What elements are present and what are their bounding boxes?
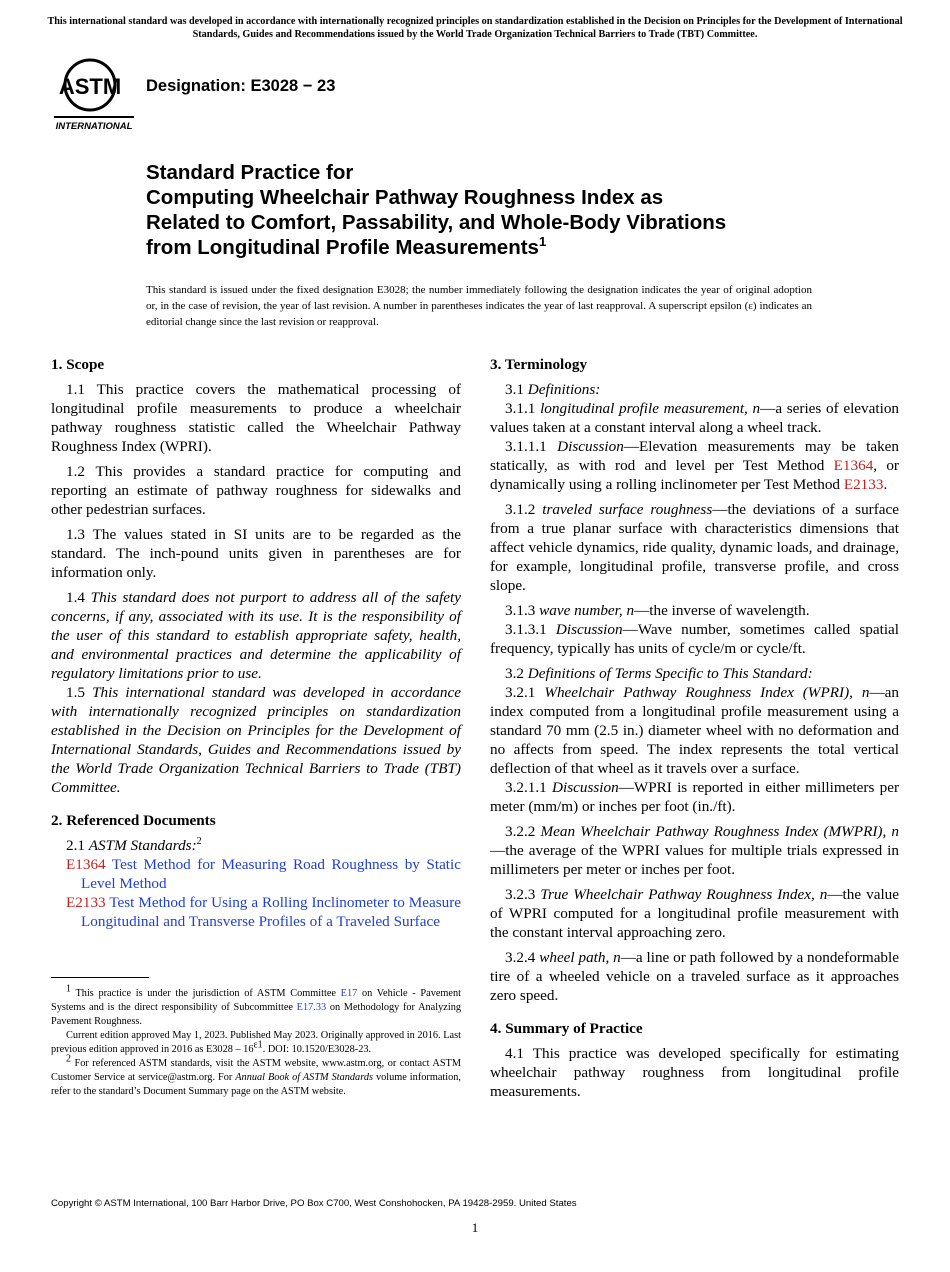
scope-1-4: 1.4 This standard does not purport to address all of the safety concerns, if any, associated with its use. It is the responsibility of the user of this standard to establish appropriate safety, health, and environmental practices and determine the applicability of regulatory limitations prior to use. xyxy=(51,589,462,682)
left-column xyxy=(51,355,461,931)
document-title xyxy=(146,160,866,260)
link-e17-33[interactable]: E17.33 xyxy=(296,1002,327,1013)
term-3-1-3-1: 3.1.3.1 Discussion—Wave number, sometimes called spatial frequency, typically has units of cycle/m or cycle/ft. xyxy=(490,621,900,657)
right-column xyxy=(490,355,899,1101)
logo-text: ASTM xyxy=(58,74,122,99)
terminology-heading: 3. Terminology xyxy=(490,356,588,373)
designation: Designation: E3028 − 23 xyxy=(146,77,336,95)
term-3-1-1: 3.1.1 longitudinal profile measurement, n—a series of elevation values taken at a constant interval along a wheel track. xyxy=(490,400,900,436)
copyright: Copyright © ASTM International, 100 Barr Harbor Drive, PO Box C700, West Conshohocken, PA 19428-2959. United States xyxy=(51,1198,577,1209)
page-number: 1 xyxy=(471,1220,479,1235)
title-line-3: Related to Comfort, Passability, and Whole-Body Vibrations xyxy=(146,211,727,234)
reference-e1364[interactable]: E1364 Test Method for Measuring Road Roughness by Static Level Method xyxy=(66,856,461,892)
astm-logo xyxy=(54,58,134,132)
scope-1-3: 1.3 The values stated in SI units are to be regarded as the standard. The inch-pound units given in parentheses are for information only. xyxy=(51,526,461,581)
astm-standards-subheading: 2.1 ASTM Standards:$^2$ xyxy=(66,835,202,854)
term-3-2-1-1: 3.2.1.1 Discussion—WPRI is reported in either millimeters per meter (mm/m) or inches per foot (in./ft). xyxy=(490,779,899,815)
link-e17[interactable]: E17 xyxy=(340,988,358,999)
term-3-1-2: 3.1.2 traveled surface roughness—the deviations of a surface from a true planar surface with characteristics dimensions that affect vehicle dynamics, ride quality, dynamic loads, and drainage, for example, longitudinal profile, transverse profile, and cross slope. xyxy=(490,501,900,594)
summary-heading: 4. Summary of Practice xyxy=(490,1020,643,1037)
scope-1-2: 1.2 This provides a standard practice for computing and reporting an estimate of pathway roughness for sidewalks and other pedestrian surfaces. xyxy=(51,463,461,518)
term-3-2-1: 3.2.1 Wheelchair Pathway Roughness Index (WPRI), n—an index computed from a longitudinal profile measurement using a standard 70 mm (2.5 in.) diameter wheel with no deformation and no affects from speed. The index represents the total vertical deflection of that wheel as it travels over a surface. xyxy=(490,684,899,777)
title-line-1: Standard Practice for xyxy=(146,161,354,184)
reference-e2133[interactable]: E2133 Test Method for Using a Rolling Inclinometer to Measure Longitudinal and Transverse Profiles of a Traveled Surface xyxy=(66,894,461,930)
term-3-1: 3.1 Definitions: xyxy=(505,381,601,398)
term-3-2: 3.2 Definitions of Terms Specific to This Standard: xyxy=(505,665,813,682)
term-3-1-3: 3.1.3 wave number, n—the inverse of wavelength. xyxy=(505,602,810,619)
title-line-2: Computing Wheelchair Pathway Roughness Index as xyxy=(146,186,664,209)
term-3-1-1-1: 3.1.1.1 Discussion—Elevation measurements may be taken statically, as with rod and level per Test Method E1364, or dynamically using a rolling inclinometer per Test Method E2133. xyxy=(490,438,899,493)
term-3-2-2: 3.2.2 Mean Wheelchair Pathway Roughness Index (MWPRI), n—the average of the WPRI values for multiple trials expressed in millimeters per meter or inches per foot. xyxy=(490,823,899,878)
term-3-2-4: 3.2.4 wheel path, n—a line or path followed by a nondeformable tire of a wheeled vehicle on a traveled surface as it approaches zero speed. xyxy=(490,949,899,1004)
issued-note: This standard is issued under the fixed designation E3028; the number immediately following the designation indicates the year of original adoption or, in the case of revision, the year of last revision. A number in parentheses indicates the year of last reapproval. A superscript epsilon (ε) indicates an editorial change since the last revision or reapproval. xyxy=(146,284,812,328)
scope-heading: 1. Scope xyxy=(51,356,105,373)
scope-1-5: 1.5 This international standard was developed in accordance with internationally recognized principles on standardization established in the Decision on Principles for the Development of International Standards, Guides and Recommendations issued by the World Trade Organization Technical Barriers to Trade (TBT) Committee. xyxy=(51,684,462,796)
referenced-documents-heading: 2. Referenced Documents xyxy=(51,812,216,829)
footnote-1: 1 This practice is under the jurisdiction of ASTM Committee E17 on Vehicle - Pavement Systems and is the direct responsibility of Subcommittee E17.33 on Methodology for Analyzing Pavement Roughness. xyxy=(51,983,462,1027)
link-e1364[interactable]: E1364 xyxy=(833,457,874,474)
footnote-rule xyxy=(51,977,149,978)
footnote-1-edition: Current edition approved May 1, 2023. Published May 2023. Originally approved in 2016. Last previous edition approved in 2016 as E3028 – 16ε1. DOI: 10.1520/E3028-23. xyxy=(51,1030,461,1055)
title-footnote-mark: 1 xyxy=(538,234,547,250)
logo-subtext: INTERNATIONAL xyxy=(55,121,133,132)
scope-1-1: 1.1 This practice covers the mathematical processing of longitudinal profile measurements to produce a wheelchair pathway roughness statistic called the Wheelchair Pathway Roughness Index (WPRI). xyxy=(51,381,461,455)
standards-notice: This international standard was developed in accordance with internationally recognized principles on standardization established in the Decision on Principles for the Development of International Standards, Guides and Recommendations issued by the World Trade Organization Technical Barriers to Trade (TBT) Committee. xyxy=(47,16,903,40)
summary-4-1: 4.1 This practice was developed specifically for estimating wheelchair pathway roughness from longitudinal profile measurements. xyxy=(490,1045,899,1100)
title-line-4: from Longitudinal Profile Measurements$^1$ xyxy=(146,234,547,259)
footnotes xyxy=(51,983,462,1099)
footnote-2: 2 For referenced ASTM standards, visit the ASTM website, www.astm.org, or contact ASTM Customer Service at service@astm.org. For Annual Book of ASTM Standards volume information, refer to the standard’s Document Summary page on the ASTM website. xyxy=(51,1053,462,1097)
link-e2133[interactable]: E2133 xyxy=(843,476,884,493)
term-3-2-3: 3.2.3 True Wheelchair Pathway Roughness Index, n—the value of WPRI computed for a longitudinal profile measurement with the constant interval approaching zero. xyxy=(490,886,899,941)
